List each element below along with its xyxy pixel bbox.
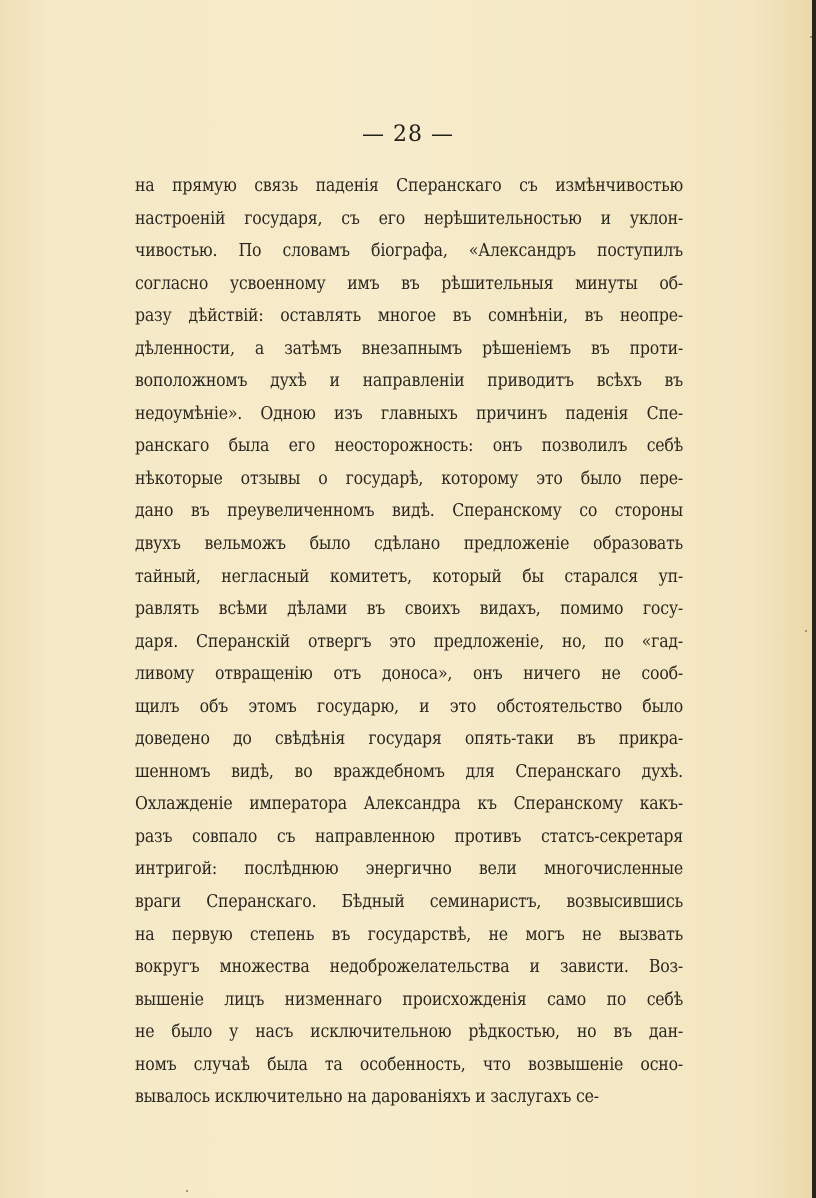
text-line: на первую степень въ государствѣ, не могъ не вызвать xyxy=(135,924,683,945)
text-line: разъ совпало съ направленною противъ статсъ-секретаря xyxy=(135,826,683,847)
text-line: дѣленности, а затѣмъ внезапнымъ рѣшеніемъ въ проти- xyxy=(135,338,683,359)
text-line: согласно усвоенному имъ въ рѣшительныя минуты об- xyxy=(135,273,683,294)
text-line: нѣкоторые отзывы о государѣ, которому это было пере- xyxy=(135,468,683,489)
text-line: щилъ объ этомъ государю, и это обстоятельство было xyxy=(135,696,683,717)
page-number: — 28 — xyxy=(362,122,454,147)
text-line: вокругъ множества недоброжелательства и зависти. Воз- xyxy=(135,957,683,978)
text-line: чивостью. По словамъ біографа, «Александръ поступилъ xyxy=(135,241,683,262)
text-line: не было у насъ исключительною рѣдкостью, но въ дан- xyxy=(135,1022,683,1043)
text-line: номъ случаѣ была та особенность, что возвышеніе осно- xyxy=(135,1054,683,1075)
text-line: равлять всѣми дѣлами въ своихъ видахъ, помимо госу- xyxy=(135,599,683,620)
paper-speck xyxy=(805,630,807,632)
text-line: вывалось исключительно на дарованіяхъ и заслугахъ се- xyxy=(135,1087,599,1108)
text-line: интригой: послѣднюю энергично вели многочисленные xyxy=(135,859,683,880)
text-line: воположномъ духѣ и направленіи приводитъ всѣхъ въ xyxy=(135,371,683,392)
text-line: вышеніе лицъ низменнаго происхожденія само по себѣ xyxy=(135,989,683,1010)
paper-speck xyxy=(186,1190,188,1192)
text-line: ранскаго была его неосторожность: онъ позволилъ себѣ xyxy=(135,436,683,457)
text-line: на прямую связь паденія Сперанскаго съ измѣнчивостью xyxy=(135,176,683,196)
text-line: двухъ вельможъ было сдѣлано предложеніе образовать xyxy=(135,534,683,555)
text-line: тайный, негласный комитетъ, который бы старался уп- xyxy=(135,566,683,587)
text-line: ливому отвращенію отъ доноса», онъ ничего не сооб- xyxy=(135,664,683,685)
text-line: Охлажденіе императора Александра къ Сперанскому какъ- xyxy=(135,794,683,815)
body-text xyxy=(135,170,683,1114)
text-line: доведено до свѣдѣнія государя опять-таки въ прикра- xyxy=(135,729,683,750)
text-line: шенномъ видѣ, во враждебномъ для Сперанскаго духѣ. xyxy=(135,761,683,782)
text-line: разу дѣйствій: оставлять многое въ сомнѣніи, въ неопре- xyxy=(135,306,683,327)
text-line: недоумѣніе». Одною изъ главныхъ причинъ паденія Спе- xyxy=(135,403,683,424)
text-line: враги Сперанскаго. Бѣдный семинаристъ, возвысившись xyxy=(135,892,683,913)
text-line: дано въ преувеличенномъ видѣ. Сперанскому со стороны xyxy=(135,501,683,522)
text-line: даря. Сперанскій отвергъ это предложеніе, но, по «гад- xyxy=(135,631,683,652)
paper-speck xyxy=(810,36,812,38)
text-line: настроеній государя, съ его нерѣшительностью и уклон- xyxy=(135,208,683,229)
page-edge xyxy=(812,0,816,1198)
